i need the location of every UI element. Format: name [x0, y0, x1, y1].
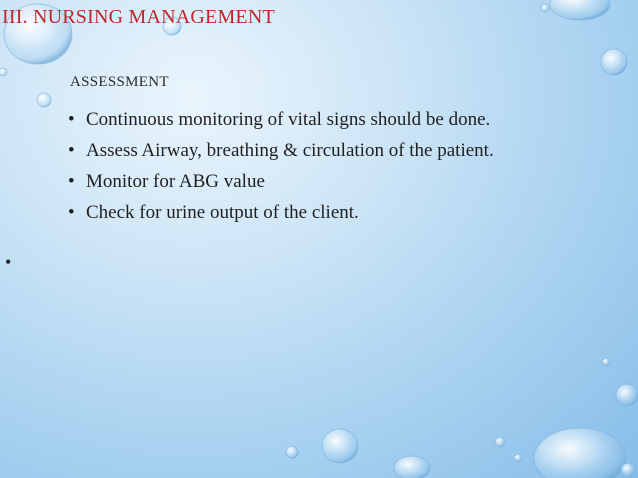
bullet-text: Assess Airway, breathing & circulation of the patient. — [86, 140, 494, 161]
list-item — [68, 108, 494, 139]
droplet — [495, 437, 505, 447]
bullet-list — [68, 108, 494, 232]
droplet — [322, 429, 358, 463]
droplet — [602, 358, 610, 366]
bullet-text: Monitor for ABG value — [86, 171, 265, 192]
bullet-glyph: • — [68, 109, 75, 130]
droplet — [37, 93, 51, 107]
droplet — [601, 49, 627, 75]
bullet-glyph: • — [68, 140, 75, 161]
list-item — [68, 170, 494, 201]
droplet — [394, 456, 430, 478]
droplet — [550, 0, 610, 20]
droplet — [616, 384, 638, 406]
list-item — [68, 201, 494, 232]
bullet-glyph: • — [68, 202, 75, 223]
droplet — [621, 463, 635, 477]
droplet — [534, 428, 626, 478]
section-heading: ASSESSMENT — [70, 74, 169, 90]
droplet — [0, 68, 7, 76]
slide-title: III. NURSING MANAGEMENT — [2, 6, 275, 28]
droplet — [541, 4, 549, 12]
list-item — [68, 139, 494, 170]
bullet-glyph: • — [68, 171, 75, 192]
droplet — [514, 454, 522, 462]
empty-bullet: • — [5, 252, 12, 272]
bullet-text: Continuous monitoring of vital signs should be done. — [86, 109, 491, 130]
droplet — [286, 446, 298, 458]
bullet-text: Check for urine output of the client. — [86, 202, 359, 223]
